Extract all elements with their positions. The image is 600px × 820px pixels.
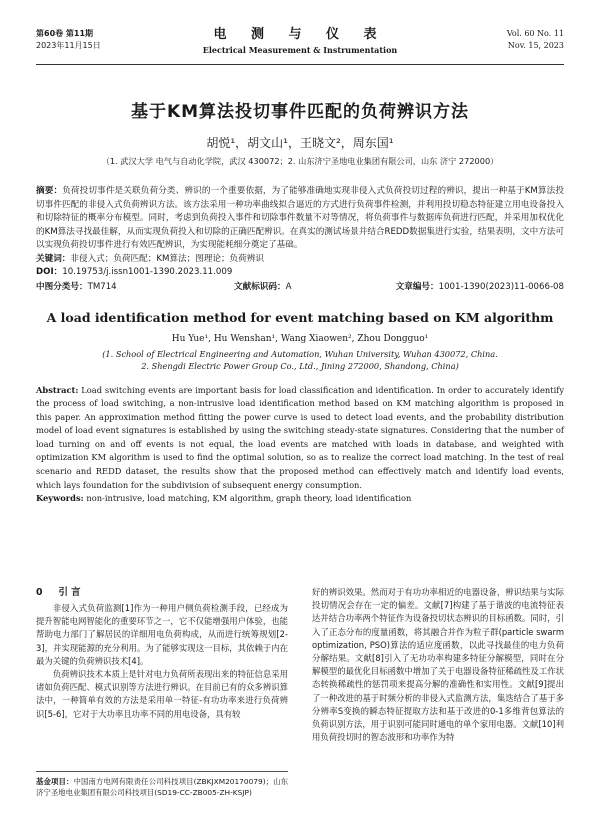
section-heading-introduction	[36, 586, 288, 600]
funding-footnote	[36, 771, 288, 798]
affiliation-en-2: 2. Shengdi Electric Power Group Co., Ltd., Jining 272000, Shandong, China)	[141, 360, 459, 371]
abstract-en-label: Abstract:	[36, 384, 79, 395]
paper-title-cn: 基于KM算法投切事件匹配的负荷辨识方法	[130, 102, 470, 122]
running-header-center	[36, 28, 564, 56]
keywords-cn-label: 关键词：	[36, 253, 71, 264]
body-paragraph: 非侵入式负荷监测[1]作为一种用户侧负荷检测手段，已经成为提升智能电网智能化的重要环节之一，它不仅能增强用户体验，也能帮助电力部门了解居民的详细用电负荷构成，从而进行统筹规划[2-3]，并实现能源的充分利用。为了能够实现这一目标，其依赖于内在最为关键的负荷辨识技术[4]。	[36, 603, 288, 666]
article-no-value: 1001-1390(2023)11-0066-08	[438, 281, 564, 292]
body-columns	[36, 586, 564, 820]
keywords-en-label: Keywords:	[36, 493, 84, 504]
doi-line	[36, 266, 564, 280]
body-paragraph: 负荷辨识技术本质上是针对电力负荷所表现出来的特征信息采用诸如负荷匹配、模式识别等方法进行辨识。在目前已有的众多辨识算法中，一种简单有效的方法是采用单一特征-有功功率来进行负荷辨识[5-6]，它对于大功率且功率不同的用电设备，具有较	[36, 669, 288, 719]
footnote-text: 中国南方电网有限责任公司科技项目(ZBKJXM20170079)；山东济宁圣地电业集团有限公司科技项目(SD19-CC-ZB005-ZH-KSJP)	[36, 777, 288, 797]
affiliations-en	[36, 348, 564, 372]
doc-code-value: A	[285, 281, 292, 292]
journal-name-cn: 电 测 与 仪 表	[213, 27, 387, 42]
body-paragraph: 好的辨识效果。然而对于有功功率相近的电器设备，辨识结果与实际投切情况会存在一定的偏差。文献[7]构建了基于谐波的电流特征表达并结合功率两个特征作为设备投切状态辨识的目标函数。同时，引入了正态分布的度量函数，将其融合并作为粒子群(particle swarm optimization, PSO)算法的适应度函数，以此寻找最佳的电力负荷分解结果。文献[8]引入了无功功率构建多特征分解模型，同时在分解模型的最优化目标函数中增加了关于电器设备特征稀疏性及工作状态转换稀疏性的惩罚项来提高分解的准确性和实用性。文献[9]提出了一种改进的基于时频分析的非侵入式监测方法，集迭结合了基于多分辨率S变换的瞬态特征提取方法和基于改进的0-1多维背包算法的负荷识别方法，用于识别可能同时通电的单个家用电器。文献[10]利用负荷投切时的智态波形和功率作为特	[312, 587, 564, 743]
doc-code-label: 文献标识码：	[234, 281, 286, 292]
doi-label: DOI：	[36, 267, 63, 277]
affiliations-cn: （1. 武汉大学 电气与自动化学院，武汉 430072；2. 山东济宁圣地电业集团有限公司，山东 济宁 272000）	[101, 156, 499, 166]
issue-date: 2023年11月15日	[36, 41, 101, 50]
doi-value: 10.19753/j.issn1001-1390.2023.11.009	[62, 267, 233, 277]
paper-title-en: A load identification method for event matching based on KM algorithm	[46, 309, 554, 325]
volume-issue: 第60卷 第11期	[36, 29, 94, 38]
classification-line	[36, 280, 564, 294]
article-no-field	[396, 280, 564, 294]
keywords-cn	[36, 253, 564, 267]
running-header	[36, 28, 564, 62]
header-divider	[36, 64, 564, 65]
body-column-left	[36, 586, 288, 797]
keywords-en-text: non-intrusive, load matching, KM algorithm, graph theory, load identification	[86, 493, 412, 504]
abstract-cn-label: 摘要：	[36, 186, 63, 196]
affiliation-en-1: (1. School of Electrical Engineering and Automation, Wuhan University, Wuhan 430072, China.	[102, 348, 498, 359]
abstract-en	[36, 384, 564, 493]
issue-date-en: Nov. 15, 2023	[507, 41, 564, 50]
keywords-cn-text: 非侵入式；负荷匹配；KM算法；图理论；负荷辨识	[70, 253, 264, 264]
abstract-en-text: Load switching events are important basis for load classification and identification. In order to accurately identify the process of load switching, a non-intrusive load identification method based on KM matching algorithm is proposed in this paper. An approximation method fitting the power curve is used to detect load events, and the probability distribution model of load event signatures is established by using the switching steady-state signatures. Considering that the number of load turning on and off events is not equal, the load events are matched with loads in database, and weighted with optimization KM algorithm is used to find the optimal solution, so as to realize the correct load matching. In the test of real scenario and REDD dataset, the results show that the proposed method can effectively match and identify load events, which lays foundation for the subdivision of subsequent energy consumption.	[36, 384, 565, 490]
doc-code-field	[234, 280, 291, 294]
clc-value: TM714	[87, 281, 117, 292]
clc-field	[36, 280, 117, 294]
section-title: 引 言	[58, 587, 81, 598]
keywords-en	[36, 492, 564, 506]
abstract-cn-text: 负荷投切事件是关联负荷分类、辨识的一个重要依据，为了能够准确地实现非侵入式负荷投切过程的辨识，提出一种基于KM算法投切事件匹配的非侵入式负荷辨识方法。该方法采用一种功率曲线拟合逼近的方式进行负荷事件检测，并利用投切稳态特征建立用电设备投入和切除特征的概率分布模型。同时，考虑到负荷投入事件和切除事件数量不对等情况，将负荷事件与数据库负荷进行匹配，并采用加权优化的KM算法寻找最佳解，从而实现负荷投入和切除的正确匹配辨识。在真实的测试场景并结合REDD数据集进行实验，结果表明，文中方法可以实现负荷投切事件进行有效匹配辨识，为实现能耗细分奠定了基础。	[36, 186, 564, 250]
clc-label: 中图分类号：	[36, 281, 88, 292]
journal-name-en: Electrical Measurement & Instrumentation	[202, 45, 398, 55]
authors-cn: 胡悦¹，胡文山¹，王晓文²，周东国¹	[206, 136, 394, 150]
body-column-right	[312, 586, 564, 744]
authors-en: Hu Yue¹, Hu Wenshan¹, Wang Xiaowen², Zhou Dongguo¹	[171, 333, 429, 344]
section-number: 0	[36, 587, 43, 598]
volume-issue-en: Vol. 60 No. 11	[506, 29, 564, 38]
running-header-right	[507, 28, 564, 52]
abstract-cn	[36, 185, 564, 253]
article-no-label: 文章编号：	[395, 281, 439, 292]
footnote-label: 基金项目：	[36, 777, 74, 786]
